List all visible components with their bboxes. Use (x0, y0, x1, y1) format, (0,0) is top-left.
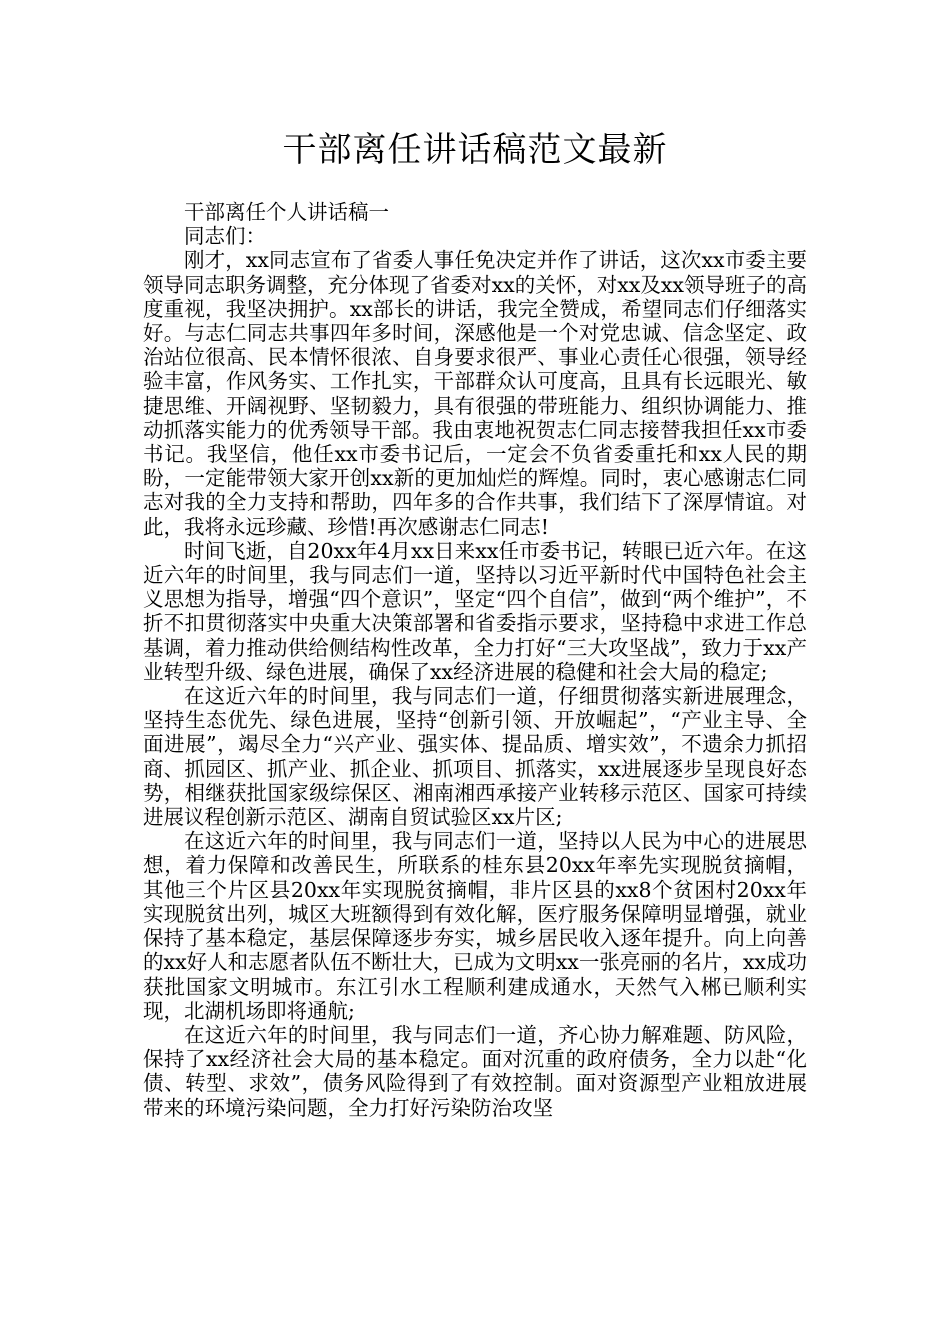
salutation: 同志们： (184, 224, 266, 249)
body-paragraph-1: 刚才，xx同志宣布了省委人事任免决定并作了讲话，这次xx市委主要领导同志职务调整，充分体现了省委对xx的关怀，对xx及xx领导班子的高度重视，我坚决拥护。xx部长的讲话，我完全赞成，希望同志们仔细落实好。与志仁同志共事四年多时间，深感他是一个对党忠诚、信念坚定、政治站位很高、民本情怀很浓、自身要求很严、事业心责任心很强，领导经验丰富，作风务实、工作扎实，干部群众认可度高，且具有长远眼光、敏捷思维、开阔视野、坚韧毅力，具有很强的带班能力、组织协调能力、推动抓落实能力的优秀领导干部。我由衷地祝贺志仁同志接替我担任xx市委书记。我坚信，他任xx市委书记后，一定会不负省委重托和xx人民的期盼，一定能带领大家开创xx新的更加灿烂的辉煌。同时，衷心感谢志仁同志对我的全力支持和帮助，四年多的合作共事，我们结下了深厚情谊。对此，我将永远珍藏、珍惜!再次感谢志仁同志! (143, 248, 807, 539)
body-paragraph-4: 在这近六年的时间里，我与同志们一道，坚持以人民为中心的进展思想，着力保障和改善民生，所联系的桂东县20xx年率先实现脱贫摘帽，其他三个片区县20xx年实现脱贫摘帽，非片区县的xx8个贫困村20xx年实现脱贫出列，城区大班额得到有效化解，医疗服务保障明显增强，就业保持了基本稳定，基层保障逐步夯实，城乡居民收入逐年提升。向上向善的xx好人和志愿者队伍不断壮大，已成为文明xx一张亮丽的名片，xx成功获批国家文明城市。东江引水工程顺利建成通水，天然气入郴已顺利实现，北湖机场即将通航; (143, 829, 807, 1023)
body-paragraph-2: 时间飞逝，自20xx年4月xx日来xx任市委书记，转眼已近六年。在这近六年的时间里，我与同志们一道，坚持以习近平新时代中国特色社会主义思想为指导，增强“四个意识”，坚定“四个自信”，做到“两个维护”，不折不扣贯彻落实中央重大决策部署和省委指示要求，坚持稳中求进工作总基调，着力推动供给侧结构性改革，全力打好“三大攻坚战”，致力于xx产业转型升级、绿色进展，确保了xx经济进展的稳健和社会大局的稳定; (143, 538, 807, 684)
body-paragraph-5: 在这近六年的时间里，我与同志们一道，齐心协力解难题、防风险，保持了xx经济社会大局的基本稳定。面对沉重的政府债务，全力以赴“化债、转型、求效”，债务风险得到了有效控制。面对资源型产业粗放进展带来的环境污染问题，全力打好污染防治攻坚 (143, 1022, 807, 1120)
body-paragraph-3: 在这近六年的时间里，我与同志们一道，仔细贯彻落实新进展理念，坚持生态优先、绿色进展，坚持“创新引领、开放崛起”，“产业主导、全面进展”，竭尽全力“兴产业、强实体、提品质、增实效”，不遗余力抓招商、抓园区、抓产业、抓企业、抓项目、抓落实，xx进展逐步呈现良好态势，相继获批国家级综保区、湘南湘西承接产业转移示范区、国家可持续进展议程创新示范区、湖南自贸试验区xx片区; (143, 684, 807, 830)
document-page (143, 122, 807, 1120)
document-title: 干部离任讲话稿范文最新 (282, 130, 668, 170)
document-subtitle: 干部离任个人讲话稿一 (184, 200, 389, 224)
